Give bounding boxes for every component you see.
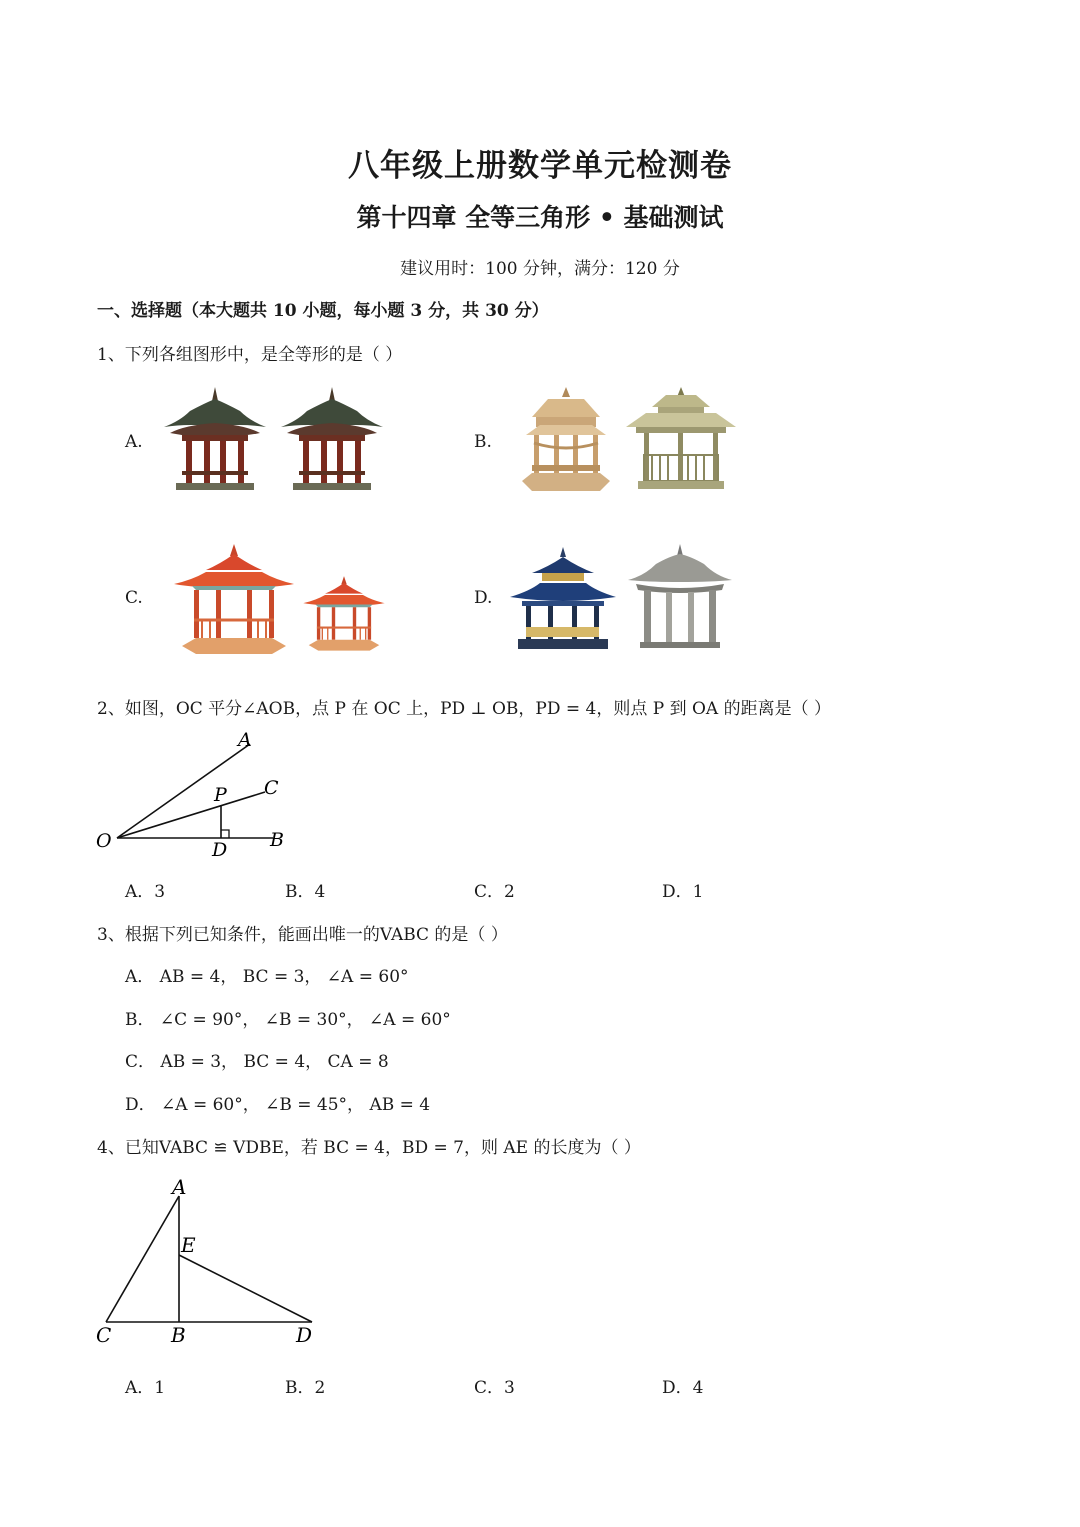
congruent-triangles-figure	[90, 1172, 330, 1352]
point-a-label: A	[238, 729, 252, 751]
q1-option-b-label: B.	[474, 432, 492, 452]
q4-option-c: C．3	[474, 1378, 515, 1398]
time-info: 建议用时：100 分钟，满分：120 分	[400, 259, 680, 279]
q2-option-b: B．4	[285, 882, 326, 902]
page-title: 八年级上册数学单元检测卷	[348, 148, 732, 184]
point-b-label: B	[270, 829, 284, 851]
green-roof-pavilion-icon	[160, 385, 270, 500]
q2-option-d: D．1	[662, 882, 704, 902]
q4-option-d: D．4	[662, 1378, 704, 1398]
green-roof-pavilion-icon	[277, 385, 387, 500]
point-p-label: P	[214, 784, 227, 806]
point-d-label: D	[212, 839, 228, 861]
stone-pavilion-icon	[626, 542, 734, 654]
q1-option-d-label: D.	[474, 588, 493, 608]
point-b-label: B	[171, 1323, 186, 1347]
q3-option-d: D． ∠A = 60°， ∠B = 45°， AB = 4	[125, 1095, 431, 1115]
q1-option-a-label: A.	[125, 432, 143, 452]
question-3-stem: 3、根据下列已知条件，能画出唯一的VABC 的是（ ）	[97, 925, 508, 945]
point-d-label: D	[296, 1323, 313, 1347]
wooden-pavilion-icon	[622, 385, 740, 497]
q2-option-c: C．2	[474, 882, 515, 902]
section-heading: 一、选择题（本大题共 10 小题，每小题 3 分，共 30 分）	[97, 301, 549, 321]
question-1-stem: 1、下列各组图形中，是全等形的是（ ）	[97, 345, 403, 365]
point-o-label: O	[96, 830, 112, 852]
q4-option-a: A．1	[125, 1378, 166, 1398]
q1-option-c-label: C.	[125, 588, 143, 608]
chapter-subtitle: 第十四章 全等三角形 • 基础测试	[356, 203, 724, 232]
angle-bisector-figure	[90, 722, 305, 862]
point-a-label: A	[172, 1175, 187, 1199]
red-pavilion-icon	[172, 542, 296, 658]
q3-option-a: A． AB = 4， BC = 3， ∠A = 60°	[125, 967, 409, 987]
q2-option-a: A．3	[125, 882, 166, 902]
question-2-stem: 2、如图，OC 平分∠AOB，点 P 在 OC 上，PD ⊥ OB，PD = 4，则点 P 到 OA 的距离是（ ）	[97, 699, 832, 719]
point-c-label: C	[96, 1323, 112, 1347]
point-c-label: C	[264, 777, 279, 799]
point-e-label: E	[181, 1233, 196, 1257]
wooden-pavilion-icon	[518, 385, 614, 497]
q3-option-c: C． AB = 3， BC = 4， CA = 8	[125, 1052, 389, 1072]
red-pavilion-icon	[302, 574, 386, 654]
blue-pavilion-icon	[508, 545, 618, 653]
question-4-stem: 4、已知VABC ≌ VDBE，若 BC = 4，BD = 7，则 AE 的长度为（ ）	[97, 1138, 641, 1158]
q3-option-b: B． ∠C = 90°， ∠B = 30°， ∠A = 60°	[125, 1010, 451, 1030]
q4-option-b: B．2	[285, 1378, 326, 1398]
